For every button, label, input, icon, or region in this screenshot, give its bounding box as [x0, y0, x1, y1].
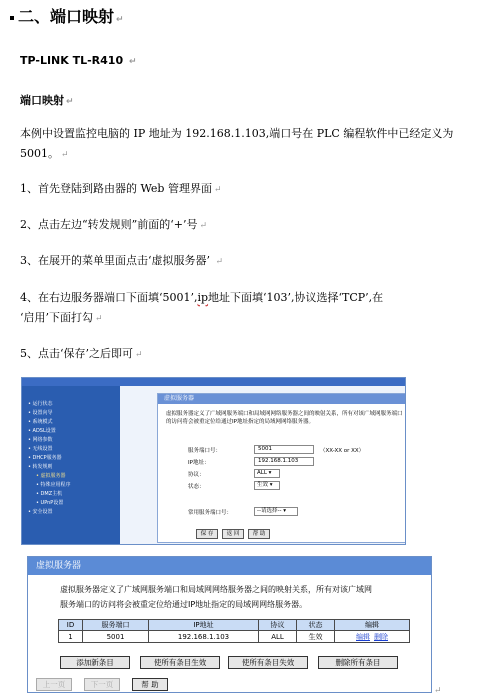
router-config-screenshot: [21, 377, 406, 545]
ip-label: IP地址：: [188, 460, 210, 466]
sidebar-item-system-mode[interactable]: • 系统模式: [28, 419, 53, 425]
common-port-label: 常用服务端口号：: [188, 510, 233, 516]
chevron-down-icon: ▾: [269, 482, 273, 488]
sidebar-item-wizard[interactable]: • 设置向导: [28, 410, 53, 416]
col-id: ID: [59, 620, 83, 631]
table-header-row: [59, 620, 410, 631]
port-hint: （XX-XX or XX）: [320, 448, 365, 454]
router-model: TP-LINK TL-R410 ↵: [20, 54, 137, 67]
protocol-select[interactable]: ALL ▾: [254, 469, 280, 478]
sidebar-item-adsl[interactable]: • ADSL设置: [28, 428, 56, 434]
intro-line-2: 5001。 ↵: [20, 147, 69, 160]
row-port: 5001: [83, 631, 149, 643]
virtual-server-list-screenshot: [27, 556, 432, 693]
common-port-select[interactable]: --请选择-- ▾: [254, 507, 298, 516]
prev-page-button[interactable]: 上一页: [36, 678, 72, 691]
panel-title: 虚拟服务器: [158, 394, 406, 404]
step-3: 3、在展开的菜单里面点击‘虚拟服务器’ ↵: [20, 254, 224, 267]
virtual-server-panel: [157, 393, 406, 543]
step-4-line-1: 4、在右边服务器端口下面填‘5001’,ip地址下面填‘103’,协议选择‘TCP’,在: [20, 291, 384, 304]
step-4-line-2: ‘启用’下面打勾 ↵: [20, 311, 103, 324]
next-page-button[interactable]: 下一页: [84, 678, 120, 691]
port-label: 服务端口号：: [188, 448, 222, 454]
step-1: 1、首先登陆到路由器的 Web 管理界面 ↵: [20, 182, 222, 195]
save-button[interactable]: 保 存: [196, 529, 218, 539]
chevron-down-icon: ▾: [283, 508, 286, 514]
sidebar-item-virtual-server[interactable]: • 虚拟服务器: [36, 473, 66, 479]
row-actions: [335, 631, 410, 643]
col-protocol: 协议: [259, 620, 297, 631]
list-title: 虚拟服务器: [28, 557, 431, 575]
table-row: [59, 631, 410, 643]
subheading: 端口映射 ↵: [20, 94, 74, 107]
protocol-label: 协议：: [188, 472, 205, 478]
port-input[interactable]: 5001: [254, 445, 314, 454]
help-button-2[interactable]: 帮 助: [132, 678, 168, 691]
intro-line-1: 本例中设置监控电脑的 IP 地址为 192.168.1.103,端口号在 PLC 编程软件中已经定义为: [20, 127, 454, 140]
help-button[interactable]: 帮 助: [248, 529, 270, 539]
row-ip: 192.168.1.103: [149, 631, 259, 643]
col-edit: 编辑: [335, 620, 410, 631]
panel-description: 虚拟服务器定义了广域网服务端口和局域网网络服务器之间的映射关系，所有对该广域网服务端口的访问将会被重定位给通过IP地址指定的局域网网络服务器。: [166, 411, 403, 425]
sidebar-item-status[interactable]: • 运行状态: [28, 401, 53, 407]
enable-all-button[interactable]: 使所有条目生效: [140, 656, 220, 669]
sidebar-item-security[interactable]: • 安全设置: [28, 509, 53, 515]
sidebar-item-dmz[interactable]: • DMZ主机: [36, 491, 63, 497]
back-button[interactable]: 返 回: [222, 529, 244, 539]
sidebar-item-special-apps[interactable]: • 特殊应用程序: [36, 482, 71, 488]
row-state: 生效: [297, 631, 335, 643]
col-ip: IP地址: [149, 620, 259, 631]
step-5: 5、点击‘保存’之后即可 ↵: [20, 347, 143, 360]
sidebar-item-network[interactable]: • 网络参数: [28, 437, 53, 443]
router-sidebar: [22, 386, 120, 545]
section-heading: 二、端口映射 ↵: [10, 4, 124, 27]
sidebar-item-wireless[interactable]: • 无线设置: [28, 446, 53, 452]
ip-input[interactable]: 192.168.1.103: [254, 457, 314, 466]
state-label: 状态：: [188, 484, 205, 490]
router-top-bar: [22, 378, 405, 386]
end-para-mark: ↵: [434, 686, 442, 696]
delete-all-button[interactable]: 删除所有条目: [318, 656, 398, 669]
edit-link[interactable]: 编辑: [356, 632, 370, 641]
chevron-down-icon: ▾: [268, 470, 272, 476]
disable-all-button[interactable]: 使所有条目失效: [228, 656, 308, 669]
sidebar-item-forwarding[interactable]: • 转发规则: [28, 464, 53, 470]
delete-link[interactable]: 删除: [374, 632, 388, 641]
bullet-icon: [10, 16, 14, 20]
sidebar-item-upnp[interactable]: • UPnP设置: [36, 500, 64, 506]
row-protocol: ALL: [259, 631, 297, 643]
sidebar-item-dhcp[interactable]: • DHCP服务器: [28, 455, 62, 461]
col-state: 状态: [297, 620, 335, 631]
col-port: 服务端口: [83, 620, 149, 631]
virtual-server-table: [58, 619, 410, 643]
row-id: 1: [59, 631, 83, 643]
state-select[interactable]: 生效 ▾: [254, 481, 280, 490]
list-description: 虚拟服务器定义了广域网服务端口和局域网网络服务器之间的映射关系，所有对该广域网 服务端口的访问将会被重定位给通过IP地址指定的局域网网络服务器。: [60, 585, 372, 609]
add-entry-button[interactable]: 添加新条目: [60, 656, 130, 669]
step-2: 2、点击左边“转发规则”前面的‘+’号 ↵: [20, 218, 208, 231]
